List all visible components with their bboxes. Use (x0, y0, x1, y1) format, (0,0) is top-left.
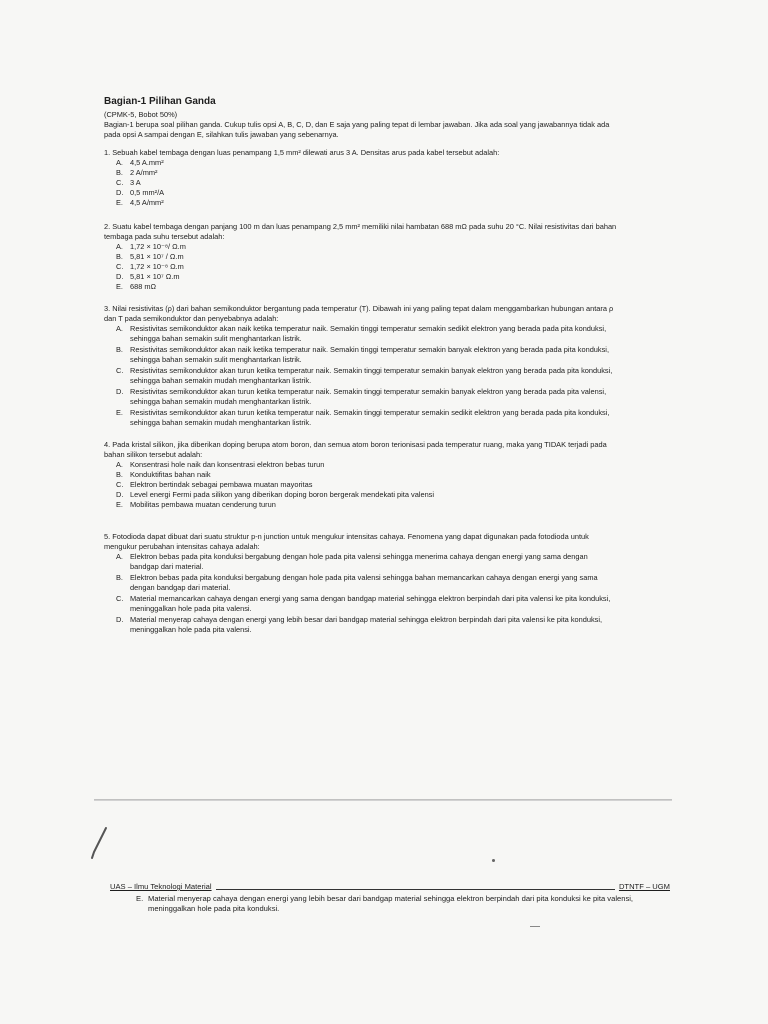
section-subtitle: (CPMK-5, Bobot 50%) (104, 110, 178, 119)
option-text: 3 A (130, 178, 141, 187)
question-5 (104, 532, 622, 635)
option-text: 2 A/mm² (130, 168, 158, 177)
option-letter: D. (116, 490, 124, 499)
option-letter: D. (116, 272, 124, 281)
scan-speck (530, 926, 540, 927)
scan-speck (492, 859, 495, 862)
option-text: Konduktifitas bahan naik (130, 470, 211, 479)
option-item (104, 178, 622, 188)
option-letter: A. (116, 242, 123, 251)
section-title: Bagian-1 Pilihan Ganda (104, 96, 216, 107)
option-letter: B. (116, 573, 123, 582)
option-letter: C. (116, 366, 124, 375)
option-text: 5,81 × 10⁷ / Ω.m (130, 252, 184, 261)
option-item (104, 262, 622, 272)
option-letter: B. (116, 470, 123, 479)
option-text: Elektron bebas pada pita konduksi bergabung dengan hole pada pita valensi sehingga bahan memancarkan cahaya dengan energi yang sama dengan bandgap dari material. (130, 573, 598, 592)
option-item (104, 594, 622, 614)
option-item (104, 615, 622, 635)
option-item (104, 188, 622, 198)
section-instructions: Bagian-1 berupa soal pilihan ganda. Cukup tulis opsi A, B, C, D, dan E saja yang paling tepat di lembar jawaban. Jika ada soal yang jawabannya tidak ada pada opsi A sampai dengan E, silahkan tulis jawaban yang sebenarnya. (104, 120, 610, 139)
option-text: 5,81 × 10⁷ Ω.m (130, 272, 180, 281)
option-text: 1,72 × 10⁻⁸ Ω.m (130, 262, 184, 271)
option-letter: E. (116, 198, 123, 207)
option-text: 0,5 mm²/A (130, 188, 165, 197)
option-text: Material menyerap cahaya dengan energi yang lebih besar dari bandgap material sehingga elektron berpindah dari pita konduksi ke pita valensi, meninggalkan hole pada pita konduksi. (148, 894, 634, 913)
option-text: Material memancarkan cahaya dengan energi yang sama dengan bandgap material sehingga elektron berpindah dari pita valensi ke pita konduksi, meninggalkan hole pada pita valensi. (130, 594, 611, 613)
option-letter: B. (116, 345, 123, 354)
option-text: Resistivitas semikonduktor akan naik ketika temperatur naik. Semakin tinggi temperatur semakin sedikit elektron yang berada pada pita konduksi, sehingga bahan semakin sulit menghantarkan listrik. (130, 324, 607, 343)
option-item (104, 282, 622, 292)
question-2 (104, 222, 622, 292)
option-item (104, 490, 622, 500)
option-letter: D. (116, 188, 124, 197)
option-item (104, 387, 622, 407)
option-item (104, 324, 622, 344)
option-letter: B. (116, 168, 123, 177)
question-1 (104, 148, 622, 208)
footer-rule (216, 889, 615, 890)
option-item (104, 252, 622, 262)
option-letter: B. (116, 252, 123, 261)
question-4 (104, 440, 622, 510)
question-3 (104, 304, 622, 428)
option-item (104, 198, 622, 208)
option-letter: C. (116, 480, 124, 489)
footer-course: UAS – Ilmu Teknologi Material (110, 882, 212, 891)
option-list (104, 460, 622, 510)
option-item (104, 460, 622, 470)
option-letter: E. (116, 282, 123, 291)
option-item (104, 408, 622, 428)
option-letter: C. (116, 178, 124, 187)
option-item (104, 500, 622, 510)
option-letter: A. (116, 324, 123, 333)
option-item (104, 168, 622, 178)
option-item (104, 480, 622, 490)
option-item (104, 242, 622, 252)
option-text: Resistivitas semikonduktor akan turun ketika temperatur naik. Semakin tinggi temperatur semakin banyak elektron yang berada pada pita konduksi, sehingga bahan semakin mudah menghantarkan listrik. (130, 366, 613, 385)
option-letter: A. (116, 158, 123, 167)
option-text: Elektron bertindak sebagai pembawa muatan mayoritas (130, 480, 313, 489)
question-text: 2. Suatu kabel tembaga dengan panjang 100 m dan luas penampang 2,5 mm² memiliki nilai hambatan 688 mΩ pada suhu 20 °C. Nilai resistivitas dari bahan tembaga pada suhu tersebut adalah: (104, 222, 617, 241)
option-text: 1,72 × 10⁻⁸/ Ω.m (130, 242, 186, 251)
option-item (104, 366, 622, 386)
option-letter: E. (116, 408, 123, 417)
scan-artifact (200, 557, 400, 565)
option-letter: A. (116, 460, 123, 469)
option-letter: D. (116, 387, 124, 396)
option-text: Konsentrasi hole naik dan konsentrasi elektron bebas turun (130, 460, 325, 469)
option-text: 4,5 A.mm² (130, 158, 164, 167)
option-text: 688 mΩ (130, 282, 157, 291)
option-letter: A. (116, 552, 123, 561)
option-text: Mobilitas pembawa muatan cenderung turun (130, 500, 276, 509)
option-text: Resistivitas semikonduktor akan naik ketika temperatur naik. Semakin tinggi temperatur semakin banyak elektron yang berada pada pita konduksi, sehingga bahan semakin sulit menghantarkan listrik. (130, 345, 610, 364)
option-letter: C. (116, 262, 124, 271)
option-list (104, 158, 622, 208)
overflow-option (110, 894, 670, 914)
question-text: 5. Fotodioda dapat dibuat dari suatu struktur p-n junction untuk mengukur intensitas cahaya. Fenomena yang dapat digunakan pada fotodioda untuk mengukur perubahan intensitas cahaya adalah: (104, 532, 589, 551)
option-letter: D. (116, 615, 124, 624)
option-item (104, 272, 622, 282)
question-text: 3. Nilai resistivitas (ρ) dari bahan semikonduktor bergantung pada temperatur (T). Dibawah ini yang paling tepat dalam menggambarkan hubungan antara ρ dan T pada semikonduktor dan penyebabnya adalah: (104, 304, 614, 323)
question-text: 4. Pada kristal silikon, jika diberikan doping berupa atom boron, dan semua atom boron terionisasi pada temperatur ruang, maka yang TIDAK terjadi pada bahan silikon tersebut adalah: (104, 440, 607, 459)
footer-department: DTNTF – UGM (618, 882, 670, 891)
question-text: 1. Sebuah kabel tembaga dengan luas penampang 1,5 mm² dilewati arus 3 A. Densitas arus pada kabel tersebut adalah: (104, 148, 500, 157)
option-text: 4,5 A/mm² (130, 198, 164, 207)
page-divider (94, 799, 672, 801)
page-footer (110, 882, 670, 914)
option-list (104, 242, 622, 292)
option-item (104, 158, 622, 168)
option-text: Material menyerap cahaya dengan energi yang lebih besar dari bandgap material sehingga elektron berpindah dari pita valensi ke pita konduksi, meninggalkan hole pada pita valensi. (130, 615, 603, 634)
option-item (104, 573, 622, 593)
footer-header (110, 882, 670, 892)
option-text: Elektron bebas pada pita konduksi bergabung dengan hole pada pita valensi sehingga menerima cahaya dengan energi yang sama dengan bandgap dari material. (130, 552, 588, 571)
option-letter: E. (116, 500, 123, 509)
pen-mark-icon (88, 826, 110, 860)
option-text: Level energi Fermi pada silikon yang diberikan doping boron bergerak mendekati pita valensi (130, 490, 435, 499)
option-text: Resistivitas semikonduktor akan turun ketika temperatur naik. Semakin tinggi temperatur semakin sedikit elektron yang berada pada pita konduksi, sehingga bahan semakin mudah menghantarkan listrik. (130, 408, 610, 427)
option-text: Resistivitas semikonduktor akan turun ketika temperatur naik. Semakin tinggi temperatur semakin banyak elektron yang berada pada pita valensi, sehingga bahan semakin mudah menghantarkan listrik. (130, 387, 607, 406)
option-letter: C. (116, 594, 124, 603)
option-letter: E. (136, 894, 144, 903)
option-list (104, 324, 622, 428)
option-item (104, 470, 622, 480)
exam-content (104, 96, 622, 636)
option-item (104, 345, 622, 365)
